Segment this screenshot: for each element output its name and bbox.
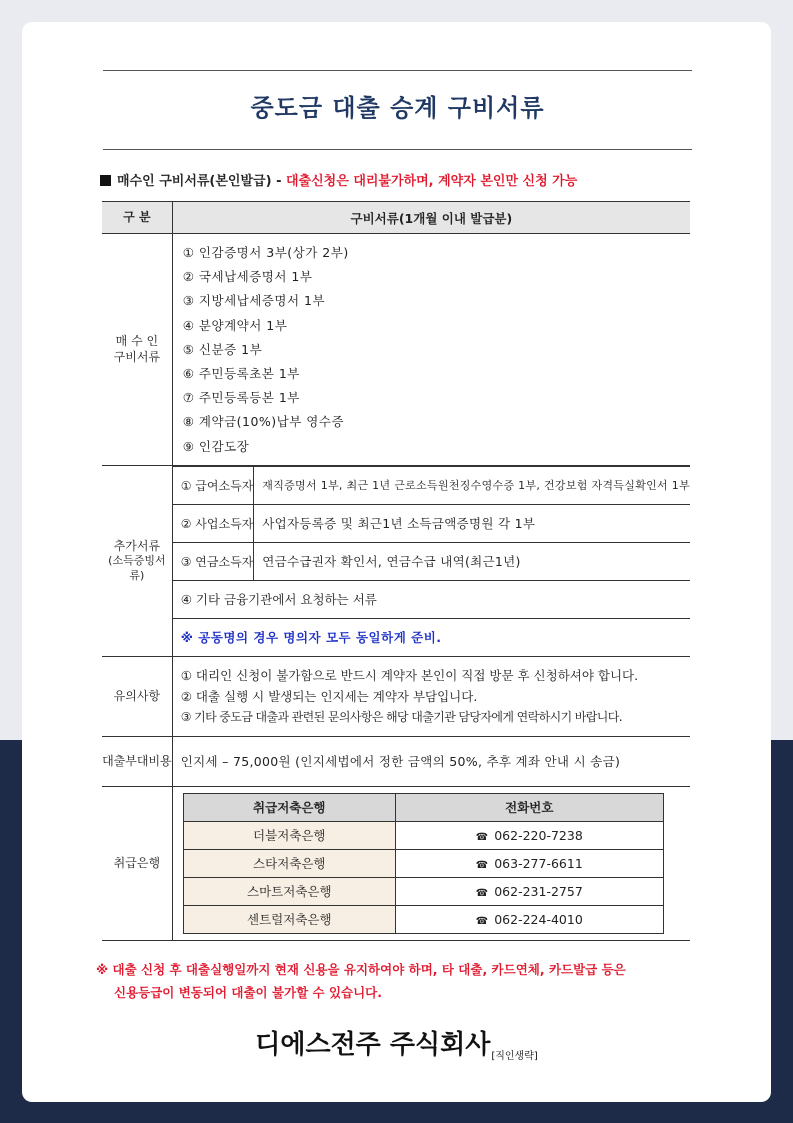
list-item: ⑥ 주민등록초본 1부 (182, 365, 300, 381)
income-type: ① 급여소득자 (173, 466, 254, 504)
bank-phone-header: 전화번호 (395, 793, 663, 821)
table-row (173, 542, 690, 580)
table-row (173, 466, 690, 504)
extra-label-line2: (소득증빙서류) (108, 553, 166, 582)
list-item: ③ 기타 중도금 대출과 관련된 문의사항은 해당 대출기관 담당자에게 연락하시기 바랍니다. (180, 709, 622, 724)
bank-name: 센트럴저축은행 (183, 905, 395, 933)
bank-phone (395, 877, 663, 905)
list-item: ③ 지방세납세증명서 1부 (182, 293, 326, 309)
list-item: ④ 분양계약서 1부 (182, 317, 288, 333)
table-row (183, 905, 663, 933)
title-top-rule (103, 70, 692, 71)
section-heading (100, 170, 577, 189)
bank-phone (395, 821, 663, 849)
phone-number: 062-231-2757 (494, 883, 583, 899)
buyer-documents-list (173, 234, 690, 465)
list-item: ② 대출 실행 시 발생되는 인지세는 계약자 부담입니다. (180, 688, 478, 704)
income-docs: 재직증명서 1부, 최근 1년 근로소득원천징수영수증 1부, 건강보험 자격득실확인서 1부 (254, 466, 690, 504)
bank-phone (395, 849, 663, 877)
table-row (173, 580, 690, 618)
table-row (183, 877, 663, 905)
income-type: ② 사업소득자 (173, 504, 254, 542)
banks-cell (172, 786, 690, 940)
bank-name: 스타저축은행 (183, 849, 395, 877)
header-category: 구 분 (102, 202, 172, 234)
cost-label: 대출부대비용 (102, 736, 172, 786)
bank-name: 스마트저축은행 (183, 877, 395, 905)
header-documents: 구비서류(1개월 이내 발급분) (172, 202, 690, 234)
banks-row (102, 786, 690, 940)
income-docs: 사업자등록증 및 최근1년 소득금액증명원 각 1부 (254, 504, 690, 542)
bank-name: 더블저축은행 (183, 821, 395, 849)
extra-documents-cell (172, 465, 690, 656)
joint-ownership-note: ※ 공동명의 경우 명의자 모두 동일하게 준비. (173, 618, 690, 656)
caution-list (173, 657, 690, 736)
list-item: ① 대리인 신청이 불가함으로 반드시 계약자 본인이 직접 방문 후 신청하셔야 합니다. (180, 667, 639, 683)
caution-cell (172, 656, 690, 736)
warning-line1: ※ 대출 신청 후 대출실행일까지 현재 신용을 유지하여야 하며, 타 대출, 카드연체, 카드발급 등은 (96, 962, 626, 977)
warning-line2: 신용등급이 변동되어 대출이 불가할 수 있습니다. (114, 985, 383, 1000)
table-row (183, 821, 663, 849)
section-label: 매수인 구비서류(본인발급) - (117, 174, 282, 189)
company-name (0, 1024, 793, 1062)
table-header-row (102, 202, 690, 234)
buyer-label-line1: 매 수 인 (115, 334, 159, 349)
list-item: ⑨ 인감도장 (182, 438, 250, 454)
phone-icon: ☎ (475, 859, 489, 871)
list-item: ① 인감증명서 3부(상가 2부) (182, 245, 349, 260)
buyer-label-line2: 구비서류 (113, 350, 161, 365)
company-name-text: 디에스전주 주식회사 (255, 1030, 491, 1060)
square-bullet-icon (100, 175, 111, 186)
list-item: ⑤ 신분증 1부 (182, 341, 263, 357)
phone-number: 062-220-7238 (494, 827, 583, 843)
caution-row (102, 656, 690, 736)
income-proof-table (173, 466, 690, 656)
buyer-label (102, 234, 172, 466)
extra-documents-row (102, 465, 690, 656)
list-item: ② 국세납세증명서 1부 (182, 269, 313, 285)
page-title: 중도금 대출 승계 구비서류 (250, 94, 545, 122)
buyer-documents-row (102, 234, 690, 466)
bank-name-header: 취급저축은행 (183, 793, 395, 821)
caution-label: 유의사항 (102, 656, 172, 736)
buyer-documents-cell (172, 234, 690, 466)
phone-icon: ☎ (475, 915, 489, 927)
list-item: ⑦ 주민등록등본 1부 (182, 390, 300, 406)
table-row (173, 618, 690, 656)
cost-row (102, 736, 690, 786)
credit-warning (96, 958, 696, 1004)
other-documents: ④ 기타 금융기관에서 요청하는 서류 (173, 580, 690, 618)
documents-table (102, 201, 690, 941)
seal-omitted-note: [직인생략] (491, 1051, 538, 1062)
banks-table (183, 793, 664, 934)
table-row (173, 504, 690, 542)
list-item: ⑧ 계약금(10%)납부 영수증 (182, 414, 345, 430)
banks-header-row (183, 793, 663, 821)
phone-number: 062-224-4010 (494, 911, 583, 927)
section-note: 대출신청은 대리불가하며, 계약자 본인만 신청 가능 (286, 174, 578, 189)
extra-label-line1: 추가서류 (113, 538, 161, 553)
income-docs: 연금수급권자 확인서, 연금수급 내역(최근1년) (254, 542, 690, 580)
bank-phone (395, 905, 663, 933)
income-type: ③ 연금소득자 (173, 542, 254, 580)
table-row (183, 849, 663, 877)
phone-icon: ☎ (475, 831, 489, 843)
banks-label: 취급은행 (102, 786, 172, 940)
title-bottom-rule (103, 149, 692, 150)
cost-text: 인지세 – 75,000원 (인지세법에서 정한 금액의 50%, 추후 계좌 안내 시 송금) (172, 736, 690, 786)
phone-number: 063-277-6611 (494, 855, 583, 871)
extra-label (102, 465, 172, 656)
phone-icon: ☎ (475, 887, 489, 899)
